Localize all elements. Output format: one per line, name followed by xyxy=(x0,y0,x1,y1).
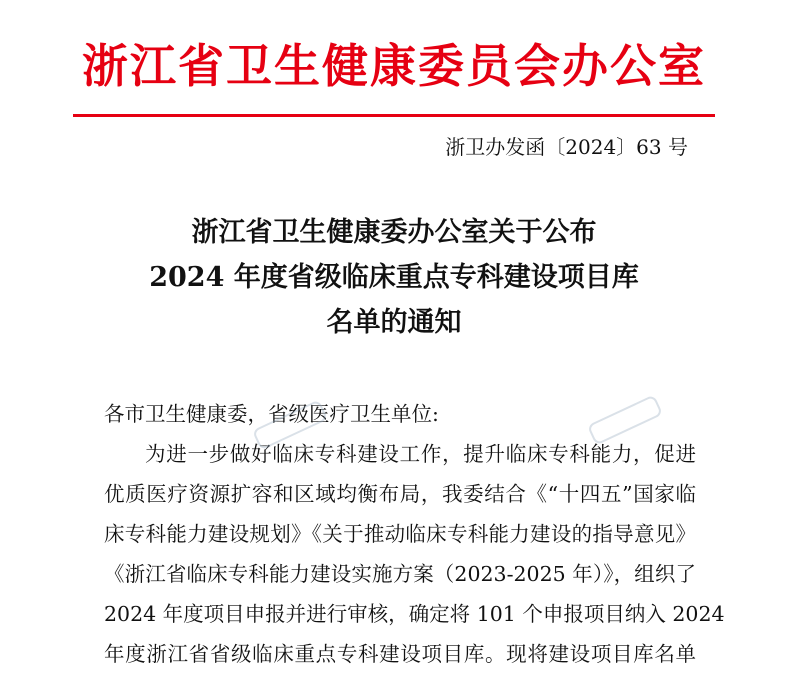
body-line-1: 为进一步做好临床专科建设工作，提升临床专科能力，促进 xyxy=(145,442,696,466)
document-body xyxy=(104,394,725,674)
body-line-3: 床专科能力建设规划》《关于推动临床专科能力建设的指导意见》 xyxy=(104,522,696,546)
body-line-6: 年度浙江省省级临床重点专科建设项目库。现将建设项目库名单 xyxy=(104,642,696,666)
document-title xyxy=(0,210,788,345)
issuer-masthead: 浙江省卫生健康委员会办公室 xyxy=(82,39,706,93)
salutation: 各市卫生健康委，省级医疗卫生单位: xyxy=(104,402,439,426)
red-separator-rule xyxy=(73,114,715,117)
title-line-2: 2024 年度省级临床重点专科建设项目库 xyxy=(149,262,639,293)
document-number: 浙卫办发函〔2024〕63 号 xyxy=(445,135,688,159)
body-line-5: 2024 年度项目申报并进行审核，确定将 101 个申报项目纳入 2024 xyxy=(104,602,725,626)
body-line-2: 优质医疗资源扩容和区域均衡布局，我委结合《“十四五”国家临 xyxy=(104,482,696,506)
title-line-3: 名单的通知 xyxy=(326,307,462,338)
title-line-1: 浙江省卫生健康委办公室关于公布 xyxy=(191,217,597,248)
body-line-4: 《浙江省临床专科能力建设实施方案（2023-2025 年）》，组织了 xyxy=(104,562,696,586)
